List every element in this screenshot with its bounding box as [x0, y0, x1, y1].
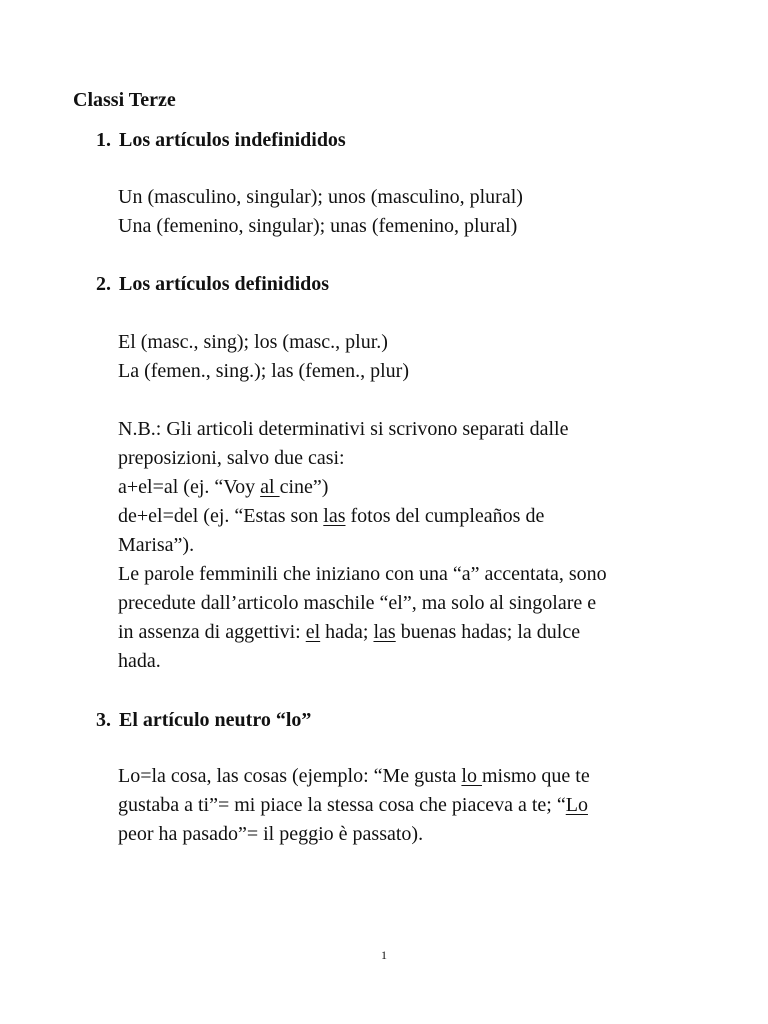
underlined-word: el — [305, 621, 321, 643]
section-1-line: Un (masculino, singular); unos (masculino, plural) — [118, 186, 523, 208]
section-3-line — [118, 762, 708, 791]
section-1-heading — [96, 126, 346, 155]
note-text: in assenza di aggettivi: — [118, 621, 306, 643]
underlined-word: las — [323, 505, 346, 527]
underlined-word: al — [260, 476, 280, 498]
note-text: de+el=del (ej. “Estas son — [118, 505, 324, 527]
section-1-line: Una (femenino, singular); unas (femenino, plural) — [118, 215, 518, 237]
underlined-word: las — [373, 621, 396, 643]
section-2-heading — [96, 270, 329, 299]
section-2-title: Los artículos definididos — [119, 273, 330, 295]
underlined-word: lo — [461, 765, 482, 787]
note-line — [118, 618, 708, 647]
section-3-body — [118, 762, 708, 849]
note-line: preposizioni, salvo due casi: — [118, 447, 345, 469]
section-3-line — [118, 791, 708, 820]
note-text: fotos del cumpleaños de — [345, 505, 545, 527]
section-3-number: 3. — [96, 709, 111, 731]
note-line — [118, 502, 708, 531]
section-2-body — [118, 328, 708, 386]
note-text: a+el=al (ej. “Voy — [118, 476, 261, 498]
section-1-body — [118, 183, 708, 241]
note-line: N.B.: Gli articoli determinativi si scrivono separati dalle — [118, 418, 569, 440]
note-text: hada; — [320, 621, 374, 643]
section-2-number: 2. — [96, 273, 111, 295]
section-3-line: peor ha pasado”= il peggio è passato). — [118, 823, 424, 845]
note-line: precedute dall’articolo maschile “el”, ma solo al singolare e — [118, 592, 597, 614]
body-text: mismo que te — [481, 765, 590, 787]
underlined-word: Lo — [565, 794, 588, 816]
section-3-heading — [96, 706, 311, 735]
body-text: gustaba a ti”= mi piace la stessa cosa che piaceva a te; “ — [118, 794, 566, 816]
note-line — [118, 473, 708, 502]
section-1-title: Los artículos indefinididos — [119, 129, 346, 151]
body-text: Lo=la cosa, las cosas (ejemplo: “Me gusta — [118, 765, 462, 787]
note-line: Le parole femminili che iniziano con una “a” accentata, sono — [118, 563, 607, 585]
page-number: 1 — [381, 948, 387, 962]
note-text: cine”) — [279, 476, 329, 498]
section-3-title: El artículo neutro “lo” — [119, 709, 312, 731]
note-line: hada. — [118, 650, 161, 672]
note-text: buenas hadas; la dulce — [395, 621, 581, 643]
section-2-line: La (femen., sing.); las (femen., plur) — [118, 360, 410, 382]
section-2-note — [118, 415, 708, 676]
note-line: Marisa”). — [118, 534, 195, 556]
section-1-number: 1. — [96, 129, 111, 151]
document-title: Classi Terze — [73, 89, 176, 111]
section-2-line: El (masc., sing); los (masc., plur.) — [118, 331, 388, 353]
